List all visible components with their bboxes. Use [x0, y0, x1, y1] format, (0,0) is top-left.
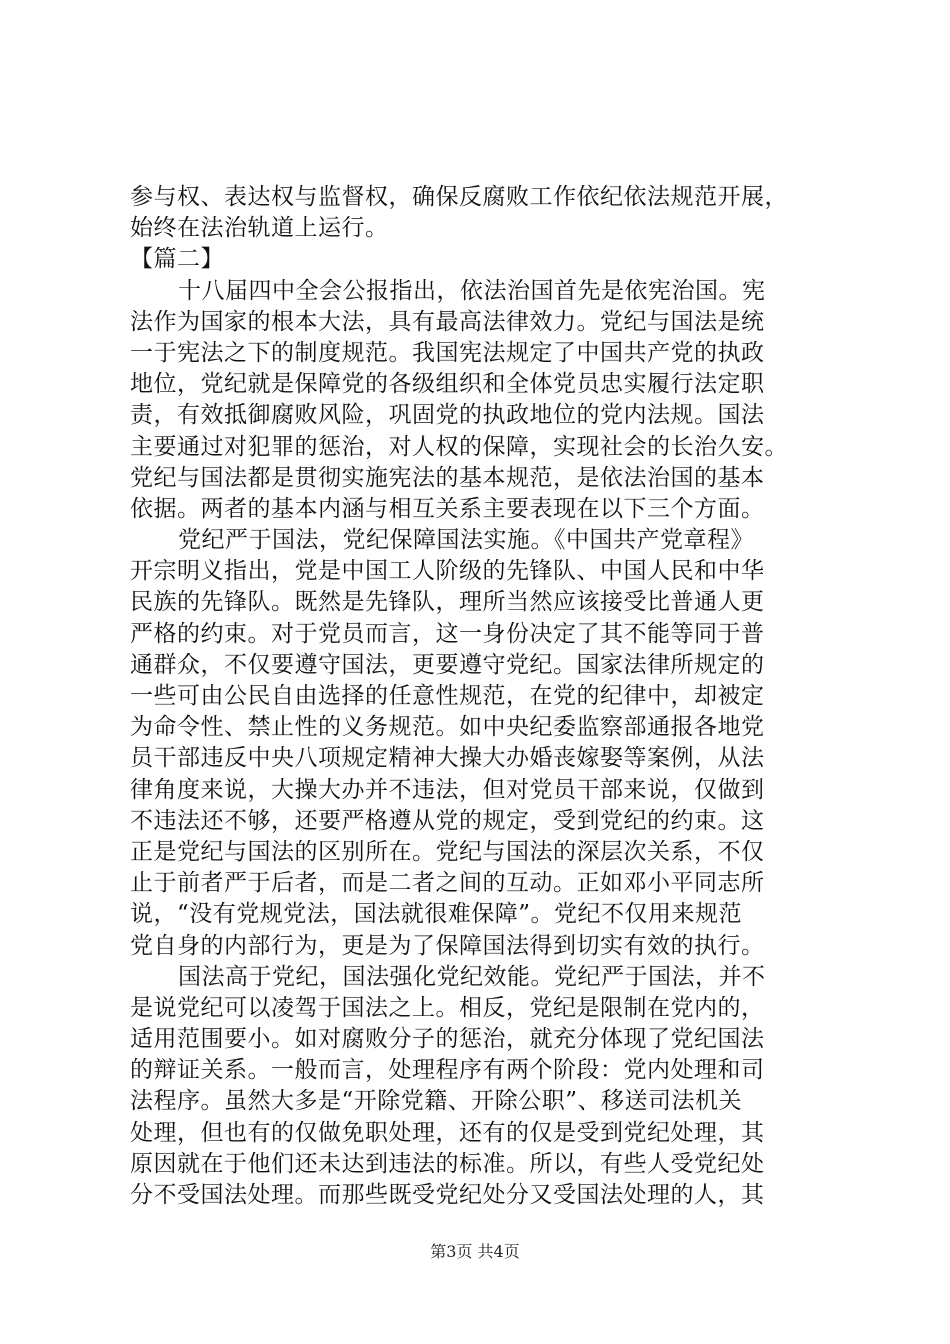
- text-line: 适用范围要小。如对腐败分子的惩治，就充分体现了党纪国法: [130, 1026, 765, 1053]
- text-line: 开宗明义指出，党是中国工人阶级的先锋队、中国人民和中华: [130, 558, 765, 585]
- text-line: 为命令性、禁止性的义务规范。如中央纪委监察部通报各地党: [130, 714, 765, 741]
- text-line: 一于宪法之下的制度规范。我国宪法规定了中国共产党的执政: [130, 339, 765, 366]
- text-line: 民族的先锋队。既然是先锋队，理所当然应该接受比普通人更: [130, 589, 765, 616]
- section-heading: 【篇二】: [130, 246, 224, 273]
- text-line: 分不受国法处理。而那些既受党纪处分又受国法处理的人，其: [130, 1182, 765, 1208]
- text-line: 通群众，不仅要遵守国法，更要遵守党纪。国家法律所规定的: [130, 651, 765, 678]
- text-line: 十八届四中全会公报指出，依法治国首先是依宪治国。宪: [178, 277, 766, 304]
- text-line: 一些可由公民自由选择的任意性规范，在党的纪律中，却被定: [130, 683, 765, 709]
- text-line: 党纪严于国法，党纪保障国法实施。《中国共产党章程》: [178, 527, 754, 554]
- text-line: 党纪与国法都是贯彻实施宪法的基本规范，是依法治国的基本: [130, 464, 765, 491]
- page-number-footer: 第3页 共4页: [430, 1242, 520, 1261]
- text-line: 处理，但也有的仅做免职处理，还有的仅是受到党纪处理，其: [130, 1119, 765, 1146]
- text-line: 党自身的内部行为，更是为了保障国法得到切实有效的执行。: [130, 932, 765, 959]
- text-line: 不违法还不够，还要严格遵从党的规定，受到党纪的约束。这: [130, 807, 765, 834]
- text-line: 法作为国家的根本大法，具有最高法律效力。党纪与国法是统: [130, 308, 765, 335]
- text-line: 责，有效抵御腐败风险，巩固党的执政地位的党内法规。国法: [130, 402, 765, 429]
- text-line: 原因就在于他们还未达到违法的标准。所以，有些人受党纪处: [130, 1150, 765, 1177]
- text-line: 依据。两者的基本内涵与相互关系主要表现在以下三个方面。: [130, 495, 765, 522]
- text-line: 法程序。虽然大多是“开除党籍、开除公职”、移送司法机关: [130, 1088, 743, 1115]
- body-text: [130, 182, 830, 1211]
- text-line: 始终在法治轨道上运行。: [130, 215, 389, 242]
- text-line: 地位，党纪就是保障党的各级组织和全体党员忠实履行法定职: [130, 371, 765, 398]
- text-line: 参与权、表达权与监督权，确保反腐败工作依纪依法规范开展，: [130, 184, 788, 210]
- text-line: 律角度来说，大操大办并不违法，但对党员干部来说，仅做到: [130, 776, 765, 803]
- text-line: 员干部违反中央八项规定精神大操大办婚丧嫁娶等案例，从法: [130, 745, 765, 772]
- text-line: 说，“没有党规党法，国法就很难保障”。党纪不仅用来规范: [130, 901, 743, 928]
- text-line: 是说党纪可以凌驾于国法之上。相反，党纪是限制在党内的，: [130, 994, 765, 1021]
- text-line: 的辩证关系。一般而言，处理程序有两个阶段：党内处理和司: [130, 1057, 765, 1084]
- text-line: 国法高于党纪，国法强化党纪效能。党纪严于国法，并不: [178, 963, 766, 990]
- text-line: 严格的约束。对于党员而言，这一身份决定了其不能等同于普: [130, 620, 765, 647]
- text-line: 主要通过对犯罪的惩治，对人权的保障，实现社会的长治久安。: [130, 433, 788, 460]
- text-line: 正是党纪与国法的区别所在。党纪与国法的深层次关系，不仅: [130, 838, 765, 865]
- text-line: 止于前者严于后者，而是二者之间的互动。正如邓小平同志所: [130, 870, 765, 897]
